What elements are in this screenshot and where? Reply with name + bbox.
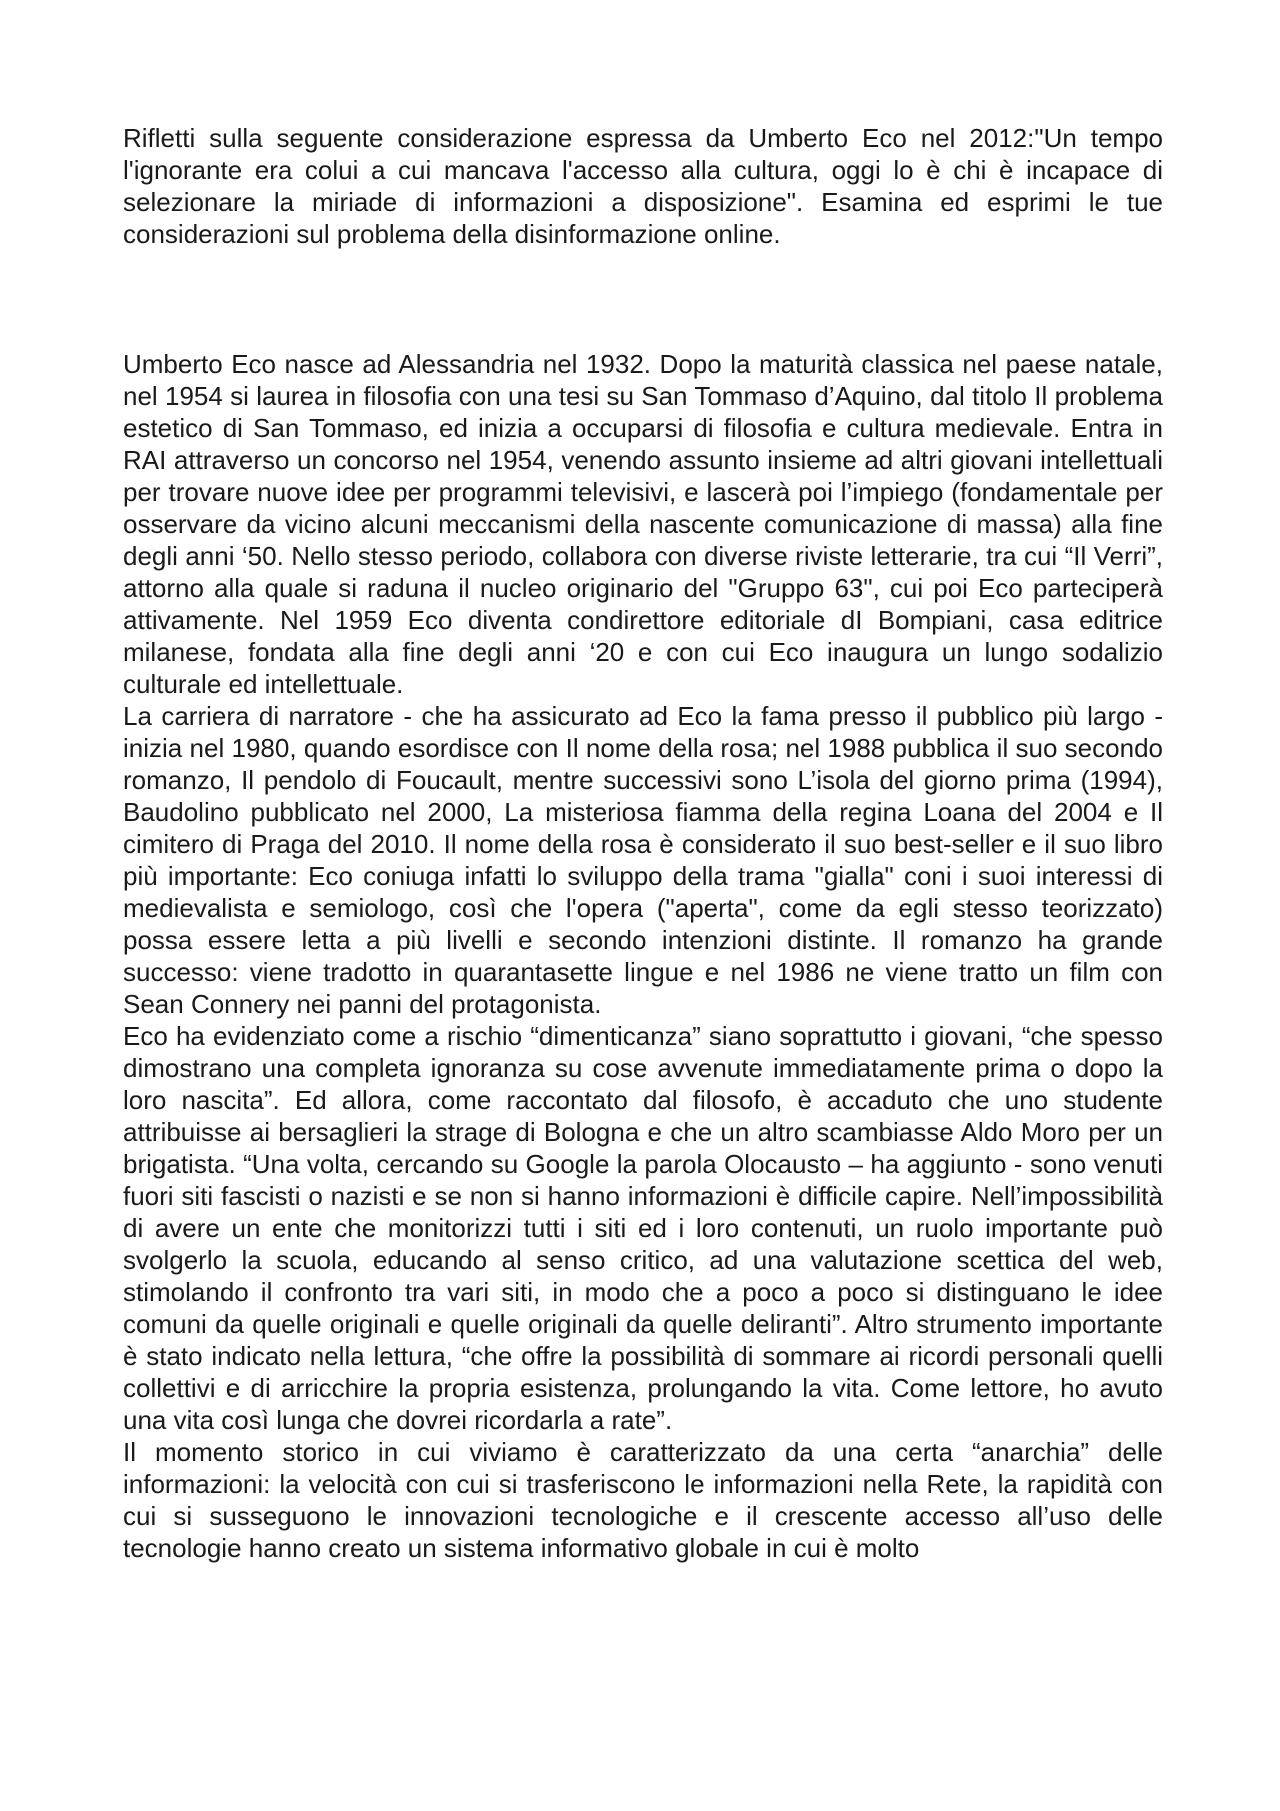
paragraph-biography: Umberto Eco nasce ad Alessandria nel 1932. Dopo la maturità classica nel paese natale, nel 1954 si laurea in filosofia con una tesi su San Tommaso d’Aquino, dal titolo Il problema estetico di San Tommaso, ed inizia a occuparsi di filosofia e cultura medievale. Entra in RAI attraverso un concorso nel 1954, venendo assunto insieme ad altri giovani intellettuali per trovare nuove idee per programmi televisivi, e lascerà poi l’impiego (fondamentale per osservare da vicino alcuni meccanismi della nascente comunicazione di massa) alla fine degli anni ‘50. Nello stesso periodo, collabora con diverse riviste letterarie, tra cui “Il Verri”, attorno alla quale si raduna il nucleo originario del "Gruppo 63", cui poi Eco parteciperà attivamente. Nel 1959 Eco diventa condirettore editoriale dI Bompiani, casa editrice milanese, fondata alla fine degli anni ‘20 e con cui Eco inaugura un lungo sodalizio culturale ed intellettuale. xyxy=(123,349,1163,699)
essay-prompt: Rifletti sulla seguente considerazione espressa da Umberto Eco nel 2012:"Un tempo l'ignorante era colui a cui mancava l'accesso alla cultura, oggi lo è chi è incapace di selezionare la miriade di informazioni a disposizione". Esamina ed esprimi le tue considerazioni sul problema della disinformazione online. xyxy=(123,123,1163,249)
paragraph-youth-memory: Eco ha evidenziato come a rischio “dimenticanza” siano soprattutto i giovani, “che spesso dimostrano una completa ignoranza su cose avvenute immediatamente prima o dopo la loro nascita”. Ed allora, come raccontato dal filosofo, è accaduto che uno studente attribuisse ai bersaglieri la strage di Bologna e che un altro scambiasse Aldo Moro per un brigatista. “Una volta, cercando su Google la parola Olocausto – ha aggiunto - sono venuti fuori siti fascisti o nazisti e se non si hanno informazioni è difficile capire. Nell’impossibilità di avere un ente che monitorizzi tutti i siti ed i loro contenuti, un ruolo importante può svolgerlo la scuola, educando al senso critico, ad una valutazione scettica del web, stimolando il confronto tra vari siti, in modo che a poco a poco si distinguano le idee comuni da quelle originali e quelle originali da quelle deliranti”. Altro strumento importante è stato indicato nella lettura, “che offre la possibilità di sommare ai ricordi personali quelli collettivi e di arricchire la propria esistenza, prolungando la vita. Come lettore, ho avuto una vita così lunga che dovrei ricordarla a rate”. xyxy=(123,1021,1163,1435)
paragraph-narrative-career: La carriera di narratore - che ha assicurato ad Eco la fama presso il pubblico più largo - inizia nel 1980, quando esordisce con Il nome della rosa; nel 1988 pubblica il suo secondo romanzo, Il pendolo di Foucault, mentre successivi sono L’isola del giorno prima (1994), Baudolino pubblicato nel 2000, La misteriosa fiamma della regina Loana del 2004 e Il cimitero di Praga del 2010. Il nome della rosa è considerato il suo best-seller e il suo libro più importante: Eco coniuga infatti lo sviluppo della trama "gialla" coni i suoi interessi di medievalista e semiologo, così che l'opera ("aperta", come da egli stesso teorizzato) possa essere letta a più livelli e secondo intenzioni distinte. Il romanzo ha grande successo: viene tradotto in quarantasette lingue e nel 1986 ne viene tratto un film con Sean Connery nei panni del protagonista. xyxy=(123,701,1163,1019)
paragraph-information-anarchy: Il momento storico in cui viviamo è caratterizzato da una certa “anarchia” delle informazioni: la velocità con cui si trasferiscono le informazioni nella Rete, la rapidità con cui si susseguono le innovazioni tecnologiche e il crescente accesso all’uso delle tecnologie hanno creato un sistema informativo globale in cui è molto xyxy=(123,1437,1163,1563)
essay-body xyxy=(123,348,1163,1564)
